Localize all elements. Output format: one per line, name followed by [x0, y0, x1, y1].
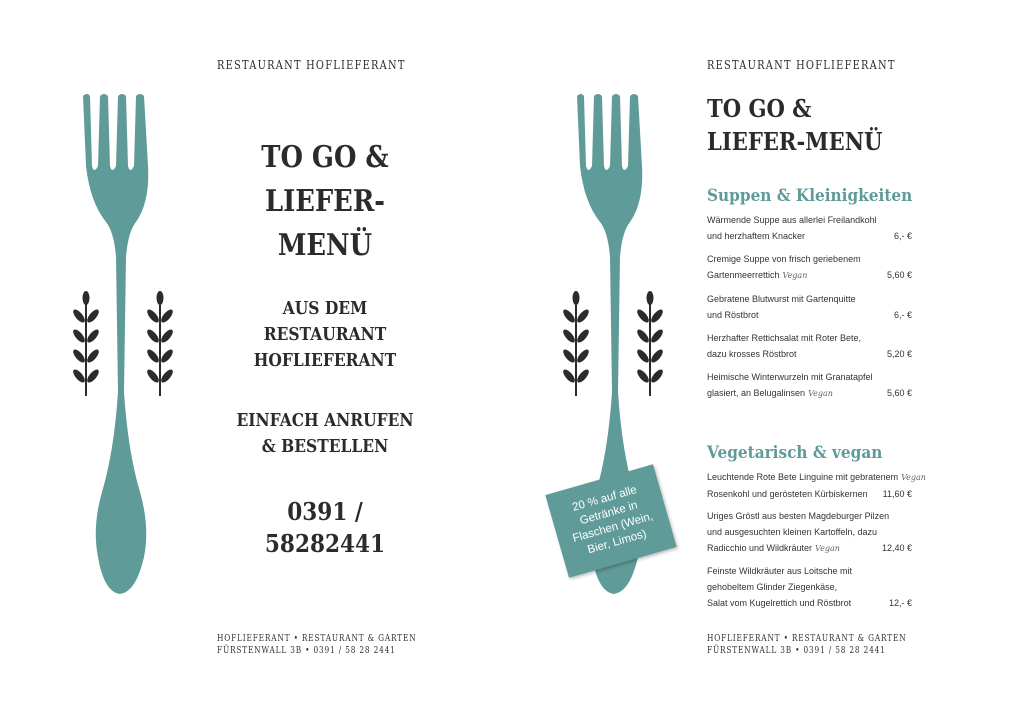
menu-title: [707, 92, 906, 158]
cover-subtitle: [215, 296, 435, 374]
footer-line: FÜRSTENWALL 3B • 0391 / 58 28 2441: [707, 646, 886, 656]
cover-call-to-action: [195, 408, 455, 460]
item-text: dazu krosses Röstbrot: [707, 349, 797, 359]
item-price: 12,40 €: [881, 543, 912, 553]
item-price: 11,60 €: [882, 489, 912, 499]
menu-item: [707, 369, 912, 402]
item-text: und herzhaftem Knacker: [707, 231, 806, 241]
leaf-sprig-icon: [72, 290, 100, 398]
footer-line: HOFLIEFERANT • RESTAURANT & GARTEN: [707, 634, 907, 644]
footer-right: [707, 633, 907, 657]
cover-subtitle-line: HOFLIEFERANT: [253, 350, 397, 371]
item-text: Feinste Wildkräuter aus Loitsche mit: [707, 566, 853, 576]
item-text: gehobeltem Glinder Ziegenkäse,: [707, 582, 838, 592]
menu-item: [707, 291, 912, 323]
vegan-mark: Vegan: [808, 389, 833, 398]
call-line: & BESTELLEN: [261, 436, 389, 457]
menu-item: [707, 508, 912, 557]
leaf-sprig-icon: [562, 290, 590, 398]
menu-title-line: TO GO &: [707, 94, 812, 123]
cover-title: [215, 136, 435, 268]
item-text: Uriges Gröstl aus besten Magdeburger Pilzen: [707, 511, 890, 521]
vegan-mark: Vegan: [901, 473, 926, 482]
phone-line: 58282441: [264, 529, 386, 558]
item-price: 5,20 €: [886, 349, 912, 359]
item-text: und Röstbrot: [707, 310, 759, 320]
item-price: 5,60 €: [886, 270, 912, 280]
item-text: Heimische Winterwurzeln mit Granatapfel: [707, 372, 873, 382]
cover-subtitle-line: RESTAURANT: [263, 324, 387, 345]
phone-line: 0391 /: [287, 497, 363, 526]
item-price: 6,- €: [893, 231, 912, 241]
brand-header-left: RESTAURANT HOFLIEFERANT: [217, 58, 406, 72]
menu-item: [707, 251, 912, 284]
leaf-sprig-icon: [146, 290, 174, 398]
leaf-sprig-icon: [636, 290, 664, 398]
item-text: Radicchio und Wildkräuter: [707, 543, 813, 553]
menu-title-line: LIEFER-MENÜ: [707, 127, 883, 156]
cover-title-line: MENÜ: [277, 228, 373, 263]
item-text: Cremige Suppe von frisch geriebenem: [707, 254, 861, 264]
section-title-soups: Suppen & Kleinigkeiten: [707, 186, 913, 206]
menu-item: [707, 469, 942, 502]
brand-header-right: RESTAURANT HOFLIEFERANT: [707, 58, 896, 72]
footer-line: HOFLIEFERANT • RESTAURANT & GARTEN: [217, 634, 417, 644]
drinks-discount-sticker: 20 % auf alle Getränke in Flaschen (Wein, Bier, Limos): [545, 464, 676, 578]
menu-item: [707, 212, 912, 244]
item-text: und ausgesuchten kleinen Kartoffeln, dazu: [707, 527, 877, 537]
vegan-mark: Vegan: [815, 544, 840, 553]
menu-item: [707, 563, 912, 611]
item-price: 5,60 €: [886, 388, 912, 398]
cover-title-line: TO GO &: [261, 140, 389, 175]
item-text: glasiert, an Belugalinsen: [707, 388, 806, 398]
item-price: 6,- €: [893, 310, 912, 320]
cover-phone: [215, 496, 435, 560]
call-line: EINFACH ANRUFEN: [236, 410, 414, 431]
item-text: Gebratene Blutwurst mit Gartenquitte: [707, 294, 856, 304]
item-text: Salat vom Kugelrettich und Röstbrot: [707, 598, 852, 608]
menu-item: [707, 330, 912, 362]
item-text: Leuchtende Rote Bete Linguine mit gebratenem: [707, 472, 899, 482]
item-text: Gartenmeerrettich: [707, 270, 780, 280]
item-text: Wärmende Suppe aus allerlei Freilandkohl: [707, 215, 877, 225]
footer-line: FÜRSTENWALL 3B • 0391 / 58 28 2441: [217, 646, 396, 656]
cover-subtitle-line: AUS DEM: [282, 298, 368, 319]
cover-title-line: LIEFER-: [264, 184, 385, 219]
item-text: Herzhafter Rettichsalat mit Roter Bete,: [707, 333, 862, 343]
vegan-mark: Vegan: [782, 271, 808, 280]
footer-left: [217, 633, 417, 657]
section-title-vegetarian: Vegetarisch & vegan: [707, 443, 883, 463]
item-price: 12,- €: [888, 598, 912, 608]
item-text: Rosenkohl und gerösteten Kürbiskernen: [707, 489, 868, 499]
